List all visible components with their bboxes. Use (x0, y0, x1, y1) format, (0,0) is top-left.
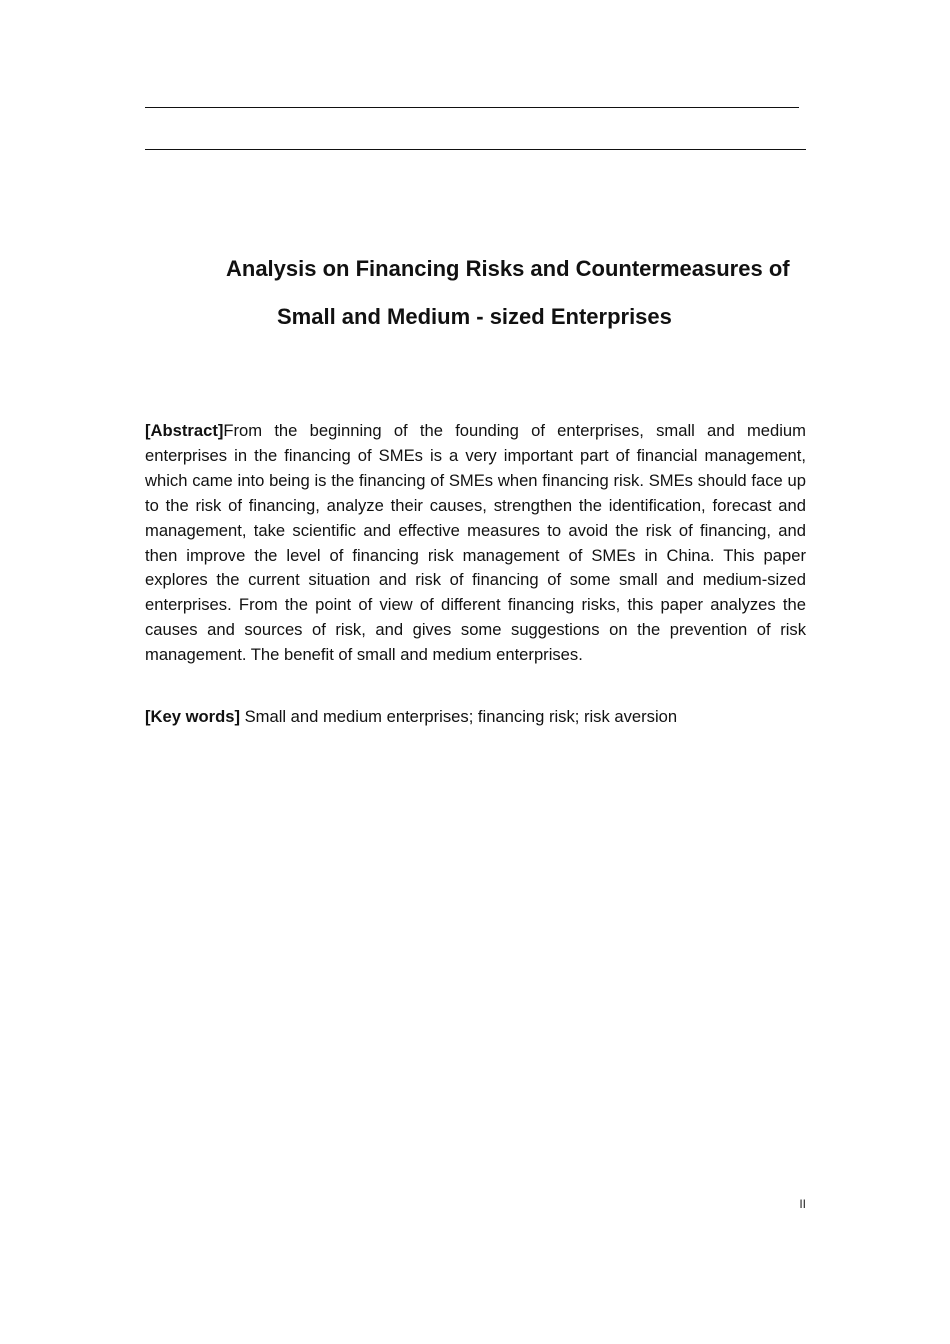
abstract-label: [Abstract] (145, 421, 224, 440)
keywords-text: Small and medium enterprises; financing risk; risk aversion (239, 707, 678, 726)
header-rule-bottom (145, 149, 806, 150)
abstract-paragraph (145, 419, 806, 668)
keywords-label: [Key words] (145, 707, 240, 726)
abstract-text: From the beginning of the founding of enterprises, small and medium enterprises in the financing of SMEs is a very important part of financial management, which came into being is the financing of SMEs when financing risk. SMEs should face up to the risk of financing, analyze their causes, strengthen the identification, forecast and management, take scientific and effective measures to avoid the risk of financing, and then improve the level of financing risk management of SMEs in China. This paper explores the current situation and risk of financing of some small and medium-sized enterprises. From the point of view of different financing risks, this paper analyzes the causes and sources of risk, and gives some suggestions on the prevention of risk management. The benefit of small and medium enterprises. (145, 421, 806, 665)
page-number: II (799, 1197, 806, 1211)
header-rule-top (145, 107, 799, 108)
title-line-1: Analysis on Financing Risks and Countermeasures of (226, 256, 790, 281)
keywords-paragraph (145, 705, 806, 730)
title-line-2: Small and Medium - sized Enterprises (277, 304, 672, 329)
